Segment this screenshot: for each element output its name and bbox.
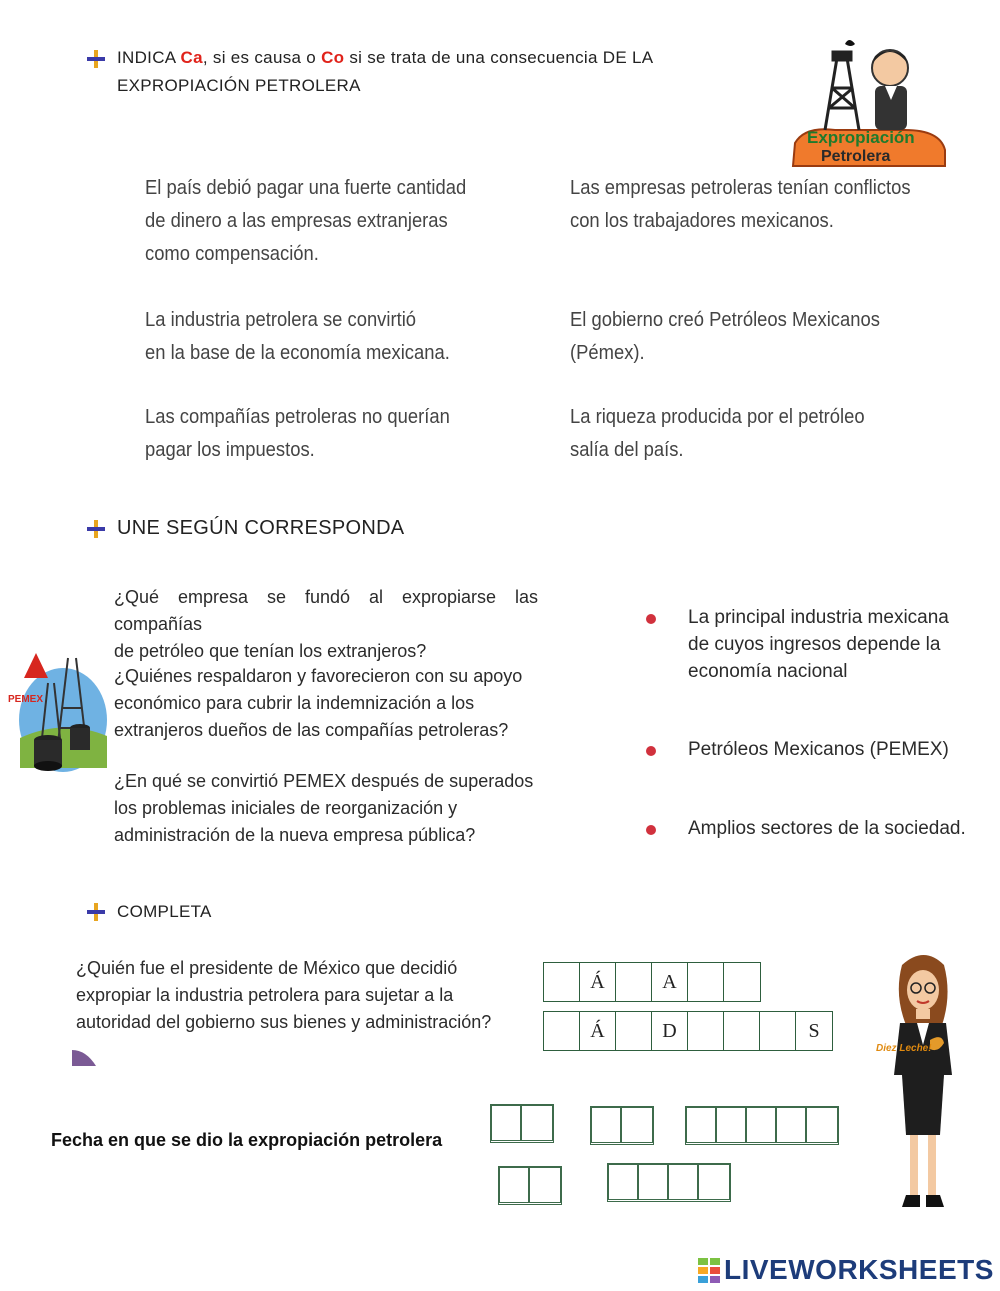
date-year-boxes [685,1106,839,1145]
question-1: ¿Qué empresa se fundó al expropiarse las compañías de petróleo que tenían los extranjeros? [114,587,538,661]
instruction-text: , si es causa o [202,48,322,67]
letter-box[interactable] [616,963,652,1001]
date-box[interactable] [747,1108,777,1142]
date-extra-boxes-2 [607,1163,731,1202]
bullet-icon [87,50,105,68]
letter-box: S [808,1019,820,1042]
statement-5: El gobierno creó Petróleos Mexicanos (Pémex). [570,309,880,364]
letter-box[interactable] [544,963,580,1001]
date-label: Fecha en que se dio la expropiación petrolera [51,1130,443,1150]
letter-box[interactable] [724,963,760,1001]
letter-box[interactable] [688,1012,724,1050]
date-box[interactable] [669,1165,699,1199]
president-question: ¿Quién fue el presidente de México que decidió expropiar la industria petrolera para sujetar a la autoridad del gobierno sus bienes y administración? [76,958,492,1032]
logo-text-top: Expropiación [807,128,915,147]
date-box[interactable] [492,1106,522,1140]
statement-2: La industria petrolera se convirtió en la base de la economía mexicana. [145,309,450,364]
date-box[interactable] [522,1106,552,1140]
logo-text-bottom: Petrolera [821,148,891,165]
answer-2: Petróleos Mexicanos (PEMEX) [688,739,949,760]
date-box[interactable] [609,1165,639,1199]
instruction-text: si se trata de una consecuencia DE LA [344,48,654,67]
expropiacion-logo [785,38,950,170]
date-box[interactable] [592,1108,622,1142]
answer-1: La principal industria mexicana de cuyos ingresos depende la economía nacional [688,607,949,682]
letter-box[interactable] [616,1012,652,1050]
letter-box[interactable] [760,1012,796,1050]
teacher-caption: Diez Leche! [876,1043,932,1054]
question-3: ¿En qué se convirtió PEMEX después de superados los problemas iniciales de reorganización y administración de la nueva empresa pública? [114,771,534,845]
teacher-illustration [872,945,972,1220]
statement-6: La riqueza producida por el petróleo salía del país. [570,406,865,461]
instruction-text: INDICA [117,48,181,67]
heading-completa: COMPLETA [117,902,212,921]
date-box[interactable] [717,1108,747,1142]
bullet-icon [87,520,105,538]
label-ca: Ca [180,48,203,67]
answer-grid-row2 [543,1011,833,1051]
statement-4: Las empresas petroleras tenían conflictos con los trabajadores mexicanos. [570,177,911,232]
date-day-boxes [490,1104,554,1143]
letter-box: A [652,963,688,1001]
date-box[interactable] [687,1108,717,1142]
corner-mark [72,1050,96,1066]
match-dot-3[interactable] [646,825,656,835]
statement-3: Las compañías petroleras no querían pagar los impuestos. [145,406,450,461]
date-box[interactable] [807,1108,837,1142]
date-box[interactable] [530,1168,560,1202]
question-2: ¿Quiénes respaldaron y favorecieron con su apoyo económico para cubrir la indemnización a los extranjeros dueños de las compañías petroleras? [114,666,523,740]
heading-une: UNE SEGÚN CORRESPONDA [117,517,405,539]
answer-3: Amplios sectores de la sociedad. [688,818,966,839]
match-dot-2[interactable] [646,746,656,756]
date-box[interactable] [777,1108,807,1142]
letter-box: D [652,1012,688,1050]
date-extra-boxes-1 [498,1166,562,1205]
letter-box: Á [580,1012,616,1050]
letter-box[interactable] [724,1012,760,1050]
instruction-indica [117,48,653,68]
date-box[interactable] [699,1165,729,1199]
date-box[interactable] [622,1108,652,1142]
label-co: Co [321,48,345,67]
bullet-icon [87,903,105,921]
statement-1: El país debió pagar una fuerte cantidad de dinero a las empresas extranjeras como compensación. [145,177,467,265]
date-box[interactable] [500,1168,530,1202]
date-box[interactable] [639,1165,669,1199]
letter-box[interactable] [544,1012,580,1050]
answer-grid-row1 [543,962,761,1002]
pemex-image [8,648,108,778]
match-dot-1[interactable] [646,614,656,624]
letter-box: Á [580,963,616,1001]
liveworksheets-logo-icon [698,1258,722,1284]
letter-box[interactable] [688,963,724,1001]
pemex-label: PEMEX [8,694,44,705]
date-month-boxes [590,1106,654,1145]
instruction-line2: EXPROPIACIÓN PETROLERA [117,76,361,95]
liveworksheets-brand[interactable]: LIVEWORKSHEETS [724,1254,994,1285]
